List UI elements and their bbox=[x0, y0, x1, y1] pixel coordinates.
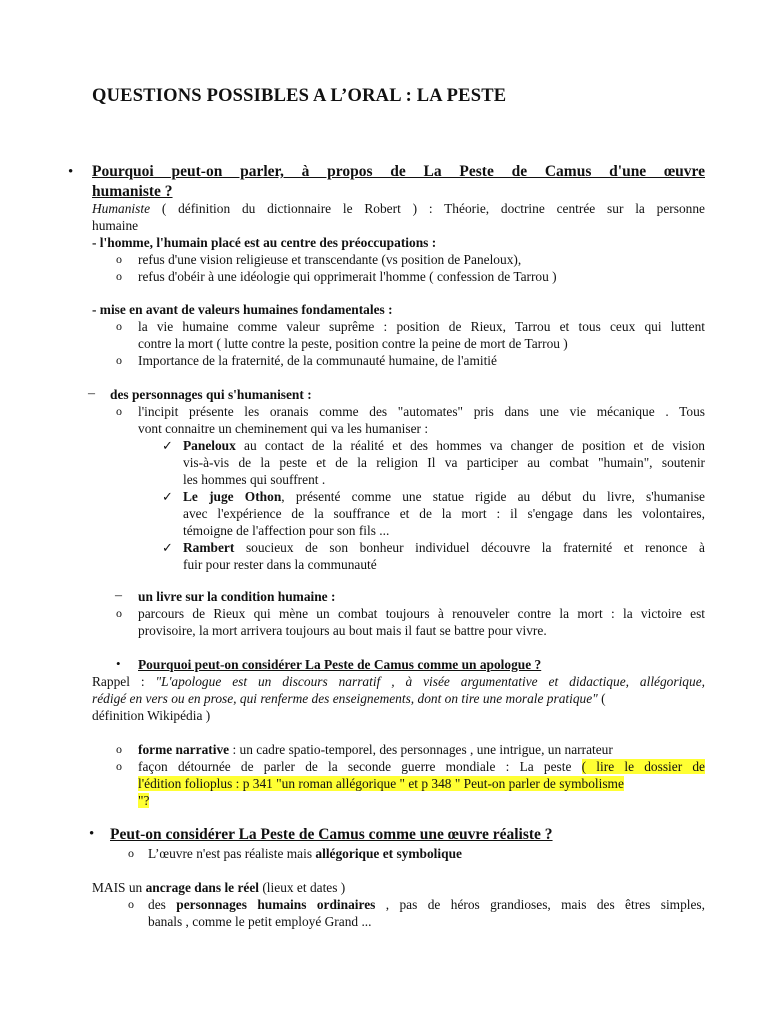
character-name: Paneloux bbox=[183, 438, 236, 453]
subheading-condition-humaine: un livre sur la condition humaine : bbox=[138, 589, 336, 604]
character-rambert-line2: fuir pour rester dans la communauté bbox=[183, 557, 377, 572]
rappel-line1 bbox=[92, 673, 705, 690]
circle-bullet-icon: o bbox=[128, 846, 134, 860]
list-item-continuation: vont connaitre un cheminement qui va les humaniser : bbox=[138, 421, 429, 436]
list-item-emphasis: allégorique et symbolique bbox=[315, 846, 462, 861]
list-item: refus d'obéir à une idéologie qui opprimerait l'homme ( confession de Tarrou ) bbox=[138, 269, 557, 284]
list-item-continuation: banals , comme le petit employé Grand ... bbox=[148, 914, 372, 929]
character-name: Rambert bbox=[183, 540, 235, 555]
circle-bullet-icon: o bbox=[116, 353, 122, 367]
bullet-icon: • bbox=[68, 164, 74, 180]
subheading-valeurs: - mise en avant de valeurs humaines fondamentales : bbox=[92, 302, 393, 317]
subheading-humain-centre: - l'homme, l'humain placé est au centre des préoccupations : bbox=[92, 235, 437, 250]
checkmark-icon: ✓ bbox=[162, 489, 173, 504]
page-title: QUESTIONS POSSIBLES A L’ORAL : LA PESTE bbox=[92, 86, 507, 106]
rappel-label: Rappel : bbox=[92, 674, 156, 689]
highlighted-text: ( lire le dossier de bbox=[581, 759, 705, 774]
dash-icon: – bbox=[115, 588, 122, 603]
list-item-text: L’œuvre n'est pas réaliste mais bbox=[148, 846, 316, 861]
list-item bbox=[148, 896, 705, 913]
definition-term: Humaniste bbox=[92, 201, 151, 216]
circle-bullet-icon: o bbox=[116, 742, 122, 756]
character-text: , présenté comme une statue rigide au début du livre, s'humanise bbox=[281, 489, 705, 504]
list-item bbox=[148, 845, 462, 862]
list-item-text: : un cadre spatio-temporel, des personnages , une intrigue, un narrateur bbox=[229, 742, 613, 757]
circle-bullet-icon: o bbox=[116, 252, 122, 266]
rappel-quote: "L'apologue est un discours narratif , à visée argumentative et didactique, allégorique, bbox=[155, 674, 705, 689]
highlighted-text: "? bbox=[138, 793, 150, 808]
question-1-line2: humaniste ? bbox=[92, 183, 173, 200]
character-othon-line1 bbox=[183, 488, 705, 505]
rappel-quote: rédigé en vers ou en prose, qui renferme des enseignements, dont on tire une morale pratique" bbox=[92, 691, 598, 706]
bullet-icon: • bbox=[89, 826, 95, 842]
bullet-icon: • bbox=[116, 656, 121, 671]
definition-text: ( définition du dictionnaire le Robert ) : Théorie, doctrine centrée sur la personne bbox=[150, 201, 705, 216]
subheading-personnages: des personnages qui s'humanisent : bbox=[110, 387, 312, 402]
character-rambert-line1 bbox=[183, 539, 705, 556]
character-paneloux-line2: vis-à-vis de la peste et de la religion Il va participer au combat "humain", soutenir bbox=[183, 455, 705, 470]
circle-bullet-icon: o bbox=[116, 319, 122, 333]
dash-icon: – bbox=[88, 386, 95, 401]
list-item-text: des bbox=[148, 897, 177, 912]
question-1-line1: Pourquoi peut-on parler, à propos de La Peste de Camus d'une œuvre bbox=[92, 163, 705, 180]
circle-bullet-icon: o bbox=[116, 759, 122, 773]
list-item-continuation bbox=[138, 792, 149, 809]
character-name: Le juge Othon bbox=[183, 489, 282, 504]
circle-bullet-icon: o bbox=[116, 606, 122, 620]
mais-emphasis: ancrage dans le réel bbox=[145, 880, 259, 895]
list-item: l'incipit présente les oranais comme des "automates" pris dans une vie mécanique . Tous bbox=[138, 404, 705, 419]
character-text: soucieux de son bonheur individuel découvre la fraternité et renonce à bbox=[234, 540, 705, 555]
circle-bullet-icon: o bbox=[116, 269, 122, 283]
checkmark-icon: ✓ bbox=[162, 540, 173, 555]
highlighted-text: l'édition folioplus : p 341 "un roman allégorique " et p 348 " Peut-on parler de symbolisme bbox=[138, 776, 624, 791]
list-item-emphasis: forme narrative bbox=[138, 742, 230, 757]
circle-bullet-icon: o bbox=[116, 404, 122, 418]
definition-line2: humaine bbox=[92, 218, 139, 233]
list-item bbox=[138, 741, 613, 758]
character-paneloux-line1 bbox=[183, 437, 705, 454]
list-item-emphasis: personnages humains ordinaires bbox=[176, 897, 376, 912]
definition-line1 bbox=[92, 200, 705, 217]
circle-bullet-icon: o bbox=[128, 897, 134, 911]
rappel-paren: ( bbox=[597, 691, 606, 706]
list-item: la vie humaine comme valeur suprême : position de Rieux, Tarrou et tous ceux qui luttent bbox=[138, 319, 705, 334]
rappel-line3: définition Wikipédia ) bbox=[92, 708, 211, 723]
list-item-text: façon détournée de parler de la seconde guerre mondiale : La peste bbox=[138, 759, 582, 774]
list-item-continuation: contre la mort ( lutte contre la peste, position contre la peine de mort de Tarrou ) bbox=[138, 336, 568, 351]
character-othon-line2: avec l'expérience de la souffrance et de la mort : il s'engage dans les volontaires, bbox=[183, 506, 705, 521]
rappel-line2 bbox=[92, 690, 606, 707]
list-item: refus d'une vision religieuse et transcendante (vs position de Paneloux), bbox=[138, 252, 522, 267]
list-item-continuation: provisoire, la mort arrivera toujours au bout mais il faut se battre pour vivre. bbox=[138, 623, 547, 638]
mais-text: MAIS un bbox=[92, 880, 146, 895]
list-item-text: , pas de héros grandioses, mais des êtres simples, bbox=[375, 897, 705, 912]
mais-text: (lieux et dates ) bbox=[259, 880, 346, 895]
checkmark-icon: ✓ bbox=[162, 438, 173, 453]
list-item bbox=[138, 758, 705, 775]
question-3: Peut-on considérer La Peste de Camus comme une œuvre réaliste ? bbox=[110, 826, 553, 843]
character-othon-line3: témoigne de l'affection pour son fils ... bbox=[183, 523, 390, 538]
list-item: Importance de la fraternité, de la communauté humaine, de l'amitié bbox=[138, 353, 497, 368]
mais-line bbox=[92, 879, 345, 896]
character-paneloux-line3: les hommes qui souffrent . bbox=[183, 472, 326, 487]
question-2: Pourquoi peut-on considérer La Peste de Camus comme un apologue ? bbox=[138, 657, 542, 672]
list-item: parcours de Rieux qui mène un combat toujours à renouveler contre la mort : la victoire est bbox=[138, 606, 705, 621]
character-text: au contact de la réalité et des hommes va changer de position et de vision bbox=[235, 438, 705, 453]
list-item-continuation bbox=[138, 775, 624, 792]
